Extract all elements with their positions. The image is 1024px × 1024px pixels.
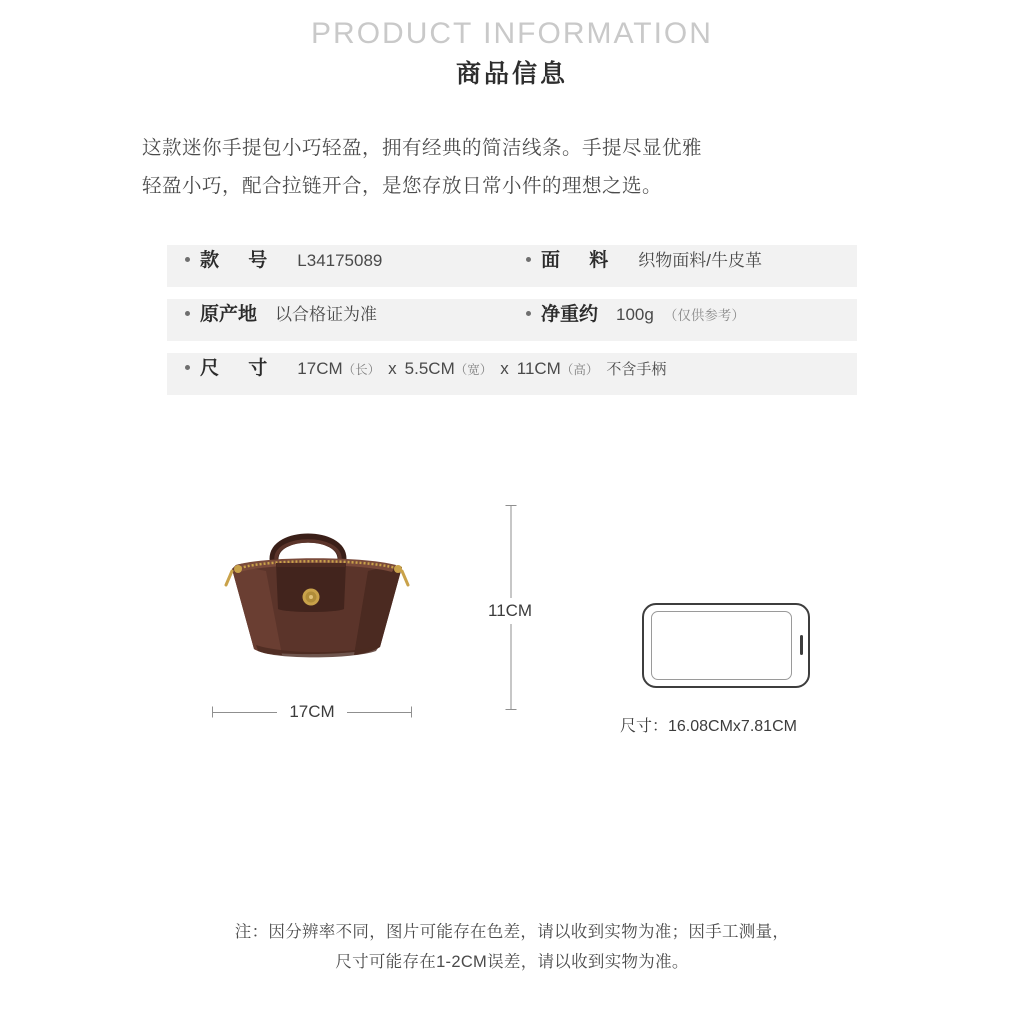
phone-camera-icon: [800, 635, 803, 655]
phone-size-label: 尺寸：16.08CMx7.81CM: [620, 717, 797, 735]
spec-value-model: L34175089: [297, 250, 383, 270]
bullet-icon: [185, 311, 190, 316]
description-line-2: 轻盈小巧，配合拉链开合，是您存放日常小件的理想之选。: [142, 174, 663, 197]
bullet-icon: [185, 365, 190, 370]
footer-note-line-2: 尺寸可能存在1-2CM误差，请以收到实物为准。: [335, 953, 689, 972]
spec-cell-model: [171, 245, 512, 287]
spec-label-size: 尺 寸: [200, 357, 280, 379]
spec-cell-material: [512, 245, 853, 287]
spec-cell-weight: [512, 299, 853, 341]
spec-label-origin: 原产地: [200, 303, 258, 325]
spec-value-size-height: 11CM: [516, 358, 561, 378]
page-header: [0, 0, 1024, 91]
spec-size-extra: 不含手柄: [606, 360, 667, 378]
height-dimension-label: 11CM: [484, 598, 536, 624]
bullet-icon: [185, 257, 190, 262]
spec-row-size: [167, 353, 857, 395]
ruler-cap-top: [506, 505, 517, 506]
bullet-icon: [526, 257, 531, 262]
spec-cell-origin: [171, 299, 512, 341]
figure-area: [0, 505, 1024, 775]
spec-value-material: 织物面料/牛皮革: [638, 250, 763, 270]
ruler-cap-left: [212, 706, 213, 717]
phone-comparison-image: [642, 603, 810, 688]
spec-value-weight: 100g: [616, 304, 654, 324]
spec-value-size-length: 17CM: [297, 358, 343, 378]
spec-table: [167, 245, 857, 395]
spec-label-model: 款 号: [200, 249, 280, 271]
footer-note: [0, 917, 1024, 978]
width-dimension-ruler: [212, 701, 412, 723]
bullet-icon: [526, 311, 531, 316]
spec-size-separator-2: x: [500, 358, 509, 378]
spec-value-size-width: 5.5CM: [404, 358, 455, 378]
width-dimension-label: 17CM: [277, 702, 346, 722]
spec-unit-height: （高）: [560, 362, 599, 377]
spec-unit-width: （宽）: [454, 362, 493, 377]
product-description: [142, 129, 882, 205]
ruler-cap-right: [411, 706, 412, 717]
spec-label-weight: 净重约: [541, 303, 599, 325]
page-title-cn: 商品信息: [455, 60, 568, 88]
spec-label-material: 面 料: [541, 249, 621, 271]
page-title-en: PRODUCT INFORMATION: [311, 17, 713, 50]
phone-screen: [651, 611, 792, 680]
spec-value-origin: 以合格证为准: [275, 304, 378, 324]
spec-size-separator-1: x: [388, 358, 397, 378]
spec-note-weight: （仅供参考）: [663, 307, 745, 323]
spec-cell-size: [171, 353, 853, 395]
ruler-cap-bottom: [506, 709, 517, 710]
handbag-image: [196, 513, 426, 673]
description-line-1: 这款迷你手提包小巧轻盈，拥有经典的简洁线条。手提尽显优雅: [142, 136, 703, 159]
spec-row-origin-weight: [167, 299, 857, 341]
spec-unit-length: （长）: [342, 362, 381, 377]
footer-note-line-1: 注：因分辨率不同，图片可能存在色差，请以收到实物为准；因手工测量，: [234, 922, 790, 941]
spec-row-model-material: [167, 245, 857, 287]
